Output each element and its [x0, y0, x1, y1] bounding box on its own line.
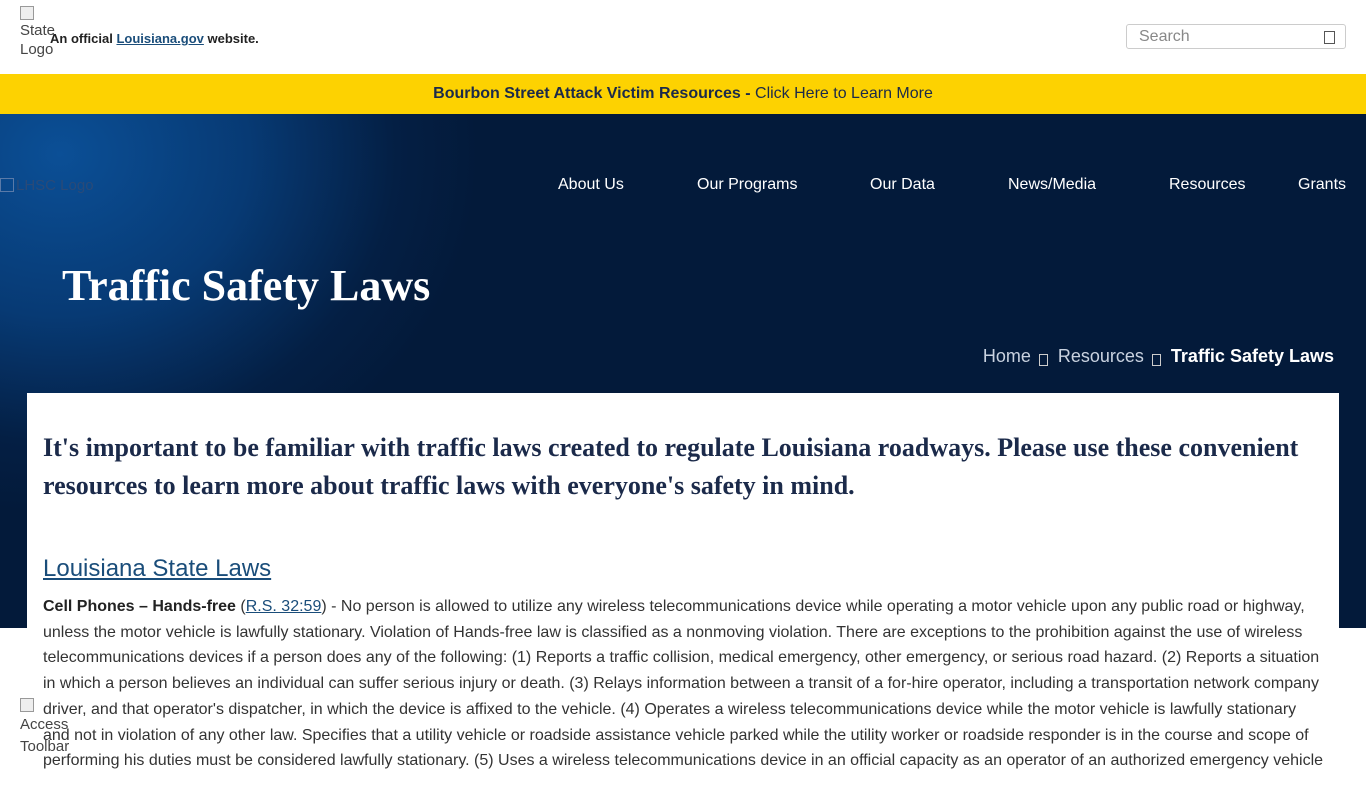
- accessibility-toolbar-button[interactable]: [20, 698, 72, 758]
- search-input[interactable]: [1127, 25, 1317, 48]
- page-title: Traffic Safety Laws: [62, 261, 431, 310]
- site-logo-alt: LHSC Logo: [16, 176, 94, 194]
- official-suffix: website.: [207, 31, 259, 46]
- law-text: - No person is allowed to utilize any wireless telecommunications device while operating a motor vehicle upon any public road or highway, unless the motor vehicle is lawfully stationary. Violation of Hands-free law is classified as a nonmoving violation. There are exceptions to the prohibition against the use of wireless telecommunications devices if a person does any of the following: (1) Reports a traffic collision, medical emergency, other emergency, or serious road hazard. (2) Reports a situation in which a person believes an individual can suffer serious injury or death. (3) Relays information between a transit of a for-hire operator, including a transportation network company driver, and that operator's dispatcher, in which the device is affixed to the vehicle. (4) Operates a wireless telecommunications device while the motor vehicle is lawfully stationary and not in violation of any other law. Specifies that a utility vehicle or roadside assistance vehicle parked while the utility worker or roadside responder is in the course and scope of performing his duties must be considered lawfully stationary. (5) Uses a wireless telecommunications device in an official capacity as an operator of an authorized emergency vehicle: [43, 598, 1324, 770]
- intro-text: It's important to be familiar with traffic laws created to regulate Louisiana roadways. Please use these convenient resources to learn more about traffic laws with everyone's safety in mind.: [43, 433, 1299, 500]
- nav-grants[interactable]: Grants: [1298, 176, 1347, 193]
- chevron-right-icon: [1039, 354, 1048, 366]
- law-ref-close: ): [321, 598, 327, 615]
- breadcrumb-current: Traffic Safety Laws: [1170, 346, 1334, 366]
- louisiana-gov-link[interactable]: Louisiana.gov: [116, 31, 204, 46]
- alert-link[interactable]: Click Here to Learn More: [755, 85, 933, 102]
- search-icon[interactable]: [1324, 31, 1335, 44]
- breadcrumb-resources[interactable]: Resources: [1057, 346, 1144, 366]
- nav-about-us[interactable]: About Us: [558, 176, 624, 193]
- nav-news-media[interactable]: News/Media: [1008, 176, 1097, 193]
- alert-title: Bourbon Street Attack Victim Resources -: [433, 85, 751, 102]
- broken-image-icon: [20, 6, 34, 20]
- law-title: Cell Phones – Hands-free: [43, 598, 236, 615]
- state-logo-alt: State Logo: [20, 22, 56, 58]
- main-nav: [0, 176, 1366, 200]
- official-notice: [50, 31, 259, 46]
- nav-our-programs[interactable]: Our Programs: [697, 176, 798, 193]
- content-card: [27, 393, 1339, 793]
- state-logo[interactable]: [20, 6, 56, 64]
- breadcrumb-home[interactable]: Home: [982, 346, 1031, 366]
- search-box: [1126, 24, 1346, 49]
- law-paragraph: [43, 594, 1327, 774]
- law-ref-open: (: [240, 598, 246, 615]
- broken-image-icon: [20, 698, 34, 712]
- nav-our-data[interactable]: Our Data: [870, 176, 935, 193]
- access-toolbar-alt: Access Toolbar: [20, 716, 70, 755]
- breadcrumb: [983, 346, 1334, 367]
- law-ref-link[interactable]: R.S. 32:59: [245, 598, 322, 615]
- official-prefix: An official: [50, 31, 113, 46]
- nav-resources[interactable]: Resources: [1169, 176, 1246, 193]
- official-banner: [0, 0, 1366, 74]
- chevron-right-icon: [1152, 354, 1161, 366]
- alert-banner: [0, 74, 1366, 114]
- louisiana-state-laws-link[interactable]: Louisiana State Laws: [43, 555, 272, 582]
